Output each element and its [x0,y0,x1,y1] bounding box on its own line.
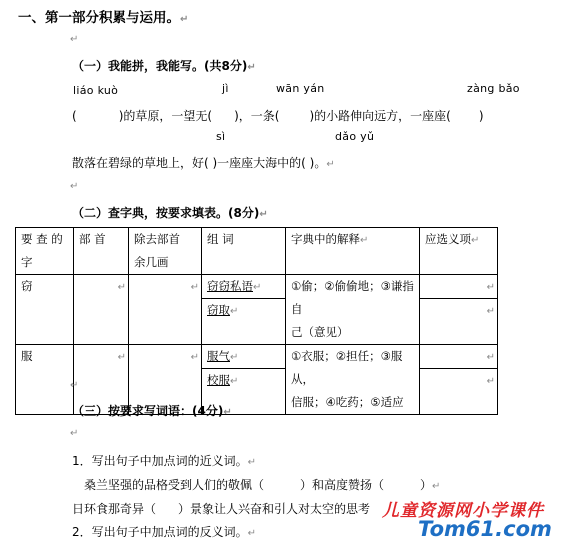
return-mark-icon: ↵ [471,235,480,246]
meaning-line: 信服；④吃药；⑤适应 [291,395,404,409]
return-mark-icon: ↵ [486,306,495,317]
return-mark-icon: ↵ [117,352,126,363]
return-mark-icon: ↵ [247,62,256,73]
meaning-line: ①偷；②偷偷地；③谦指自 [291,279,414,316]
sentence-seg: ） [420,478,433,492]
watermark-line1: 儿童资源网小学课件 [382,501,544,521]
part1-line2 [72,154,335,171]
table-row [16,275,498,345]
return-mark-icon: ↵ [190,282,199,293]
line1-seg: )，一条( [234,109,280,123]
section-title [18,6,188,26]
return-mark-icon: ↵ [247,457,257,468]
header-radical-text: 部 首 [79,232,106,246]
row-char-text: 窃 [21,279,33,293]
meaning-line: 己（意见） [291,325,349,339]
part3-title-text: （三）按要求写词语：(4分) [72,404,224,418]
part1-title [72,57,256,74]
part2-title-text: （二）查字典，按要求填表。(8分) [72,206,260,220]
return-mark-icon: ↵ [180,14,189,25]
question-1 [72,452,256,469]
word-item [202,368,285,391]
return-mark-icon: ↵ [230,376,239,387]
return-mark-icon: ↵ [432,481,441,492]
table-header-row [16,228,498,275]
word-text: 校服 [207,373,230,387]
watermark-line2: Tom61.com [418,517,552,541]
header-char-l1: 要 查 的 [21,232,63,246]
word-text: 服气 [207,349,230,363]
row-words [202,275,286,345]
return-mark-icon: ↵ [70,181,79,192]
header-strokes [129,228,202,275]
part2-title [72,204,268,221]
header-choice-text: 应选义项 [425,232,471,246]
choice-slot[interactable] [420,368,497,391]
row-strokes-cell[interactable] [129,275,202,345]
return-mark-icon: ↵ [230,306,239,317]
word-item [202,298,285,321]
header-radical [74,228,129,275]
line1-seg: )的小路伸向远方，一座座( [309,109,451,123]
row-choice[interactable] [420,345,498,415]
row-meaning [286,345,420,415]
part1-title-text: （一）我能拼，我能写。(共8分) [72,59,248,73]
header-strokes-l1: 除去部首 [134,232,180,246]
question-1-text: 1．写出句子中加点词的近义词。 [72,454,248,468]
word-item [202,345,285,368]
pinyin-si: sì [216,130,226,143]
return-mark-icon: ↵ [360,235,369,246]
row-char [16,275,74,345]
return-mark-icon: ↵ [486,376,495,387]
pinyin-ji: jì [222,82,229,95]
word-text: 窃取 [207,303,230,317]
pinyin-daoyu: dǎo yǔ [335,130,375,143]
header-strokes-l2: 余几画 [134,255,169,269]
sentence-seg: 日环食那奇异（ [72,502,157,516]
line1-seg: )的草原，一望无( [118,109,213,123]
return-mark-icon: ↵ [190,352,199,363]
row-char [16,345,74,415]
word-item [202,275,285,298]
header-char-l2: 字 [21,255,33,269]
header-words [202,228,286,275]
choice-slot[interactable] [420,298,497,321]
return-mark-icon: ↵ [253,282,262,293]
row-char-text: 服 [21,349,33,363]
section-title-text: 一、第一部分积累与运用。 [18,10,180,26]
return-mark-icon: ↵ [486,352,495,363]
return-mark-icon: ↵ [326,159,335,170]
return-mark-icon: ↵ [259,209,268,220]
line1-seg: ) [478,109,484,123]
return-mark-icon: ↵ [70,380,79,391]
return-mark-icon: ↵ [70,428,79,439]
choice-slot[interactable] [420,275,497,298]
choice-slot[interactable] [420,345,497,368]
return-mark-icon: ↵ [223,407,232,418]
meaning-line: ①衣服；②担任；③服从， [291,349,403,386]
sentence-seg: 桑兰坚强的品格受到人们的敬佩（ [84,478,265,492]
header-char [16,228,74,275]
header-words-text: 组 词 [207,232,234,246]
watermark-logo [418,517,552,541]
row-choice[interactable] [420,275,498,345]
return-mark-icon: ↵ [486,282,495,293]
return-mark-icon: ↵ [230,352,239,363]
return-mark-icon: ↵ [117,282,126,293]
word-text: 窃窃私语 [207,279,253,293]
part1-line1 [72,107,484,124]
sentence-1 [84,476,440,493]
line2-text: 散落在碧绿的草地上，好( )一座座大海中的( )。 [72,156,327,170]
return-mark-icon: ↵ [70,34,79,45]
row-radical-cell[interactable] [74,275,129,345]
pinyin-liaokuo: liáo kuò [73,84,119,97]
dictionary-table [15,227,498,415]
sentence-seg: ）和高度赞扬（ [300,478,385,492]
question-2 [72,523,256,540]
header-meaning [286,228,420,275]
header-choice [420,228,498,275]
part3-title [72,402,232,419]
pinyin-wanyan: wān yán [276,82,325,95]
row-meaning [286,275,420,345]
sentence-seg: ）景象让人兴奋和引人对太空的思考 [178,502,371,516]
return-mark-icon: ↵ [247,528,257,539]
question-2-text: 2．写出句子中加点词的反义词。 [72,525,248,539]
pinyin-zangbao: zàng bǎo [467,82,520,95]
sentence-2 [72,500,370,517]
header-meaning-text: 字典中的解释 [291,232,360,246]
line1-seg: ( [72,109,77,123]
